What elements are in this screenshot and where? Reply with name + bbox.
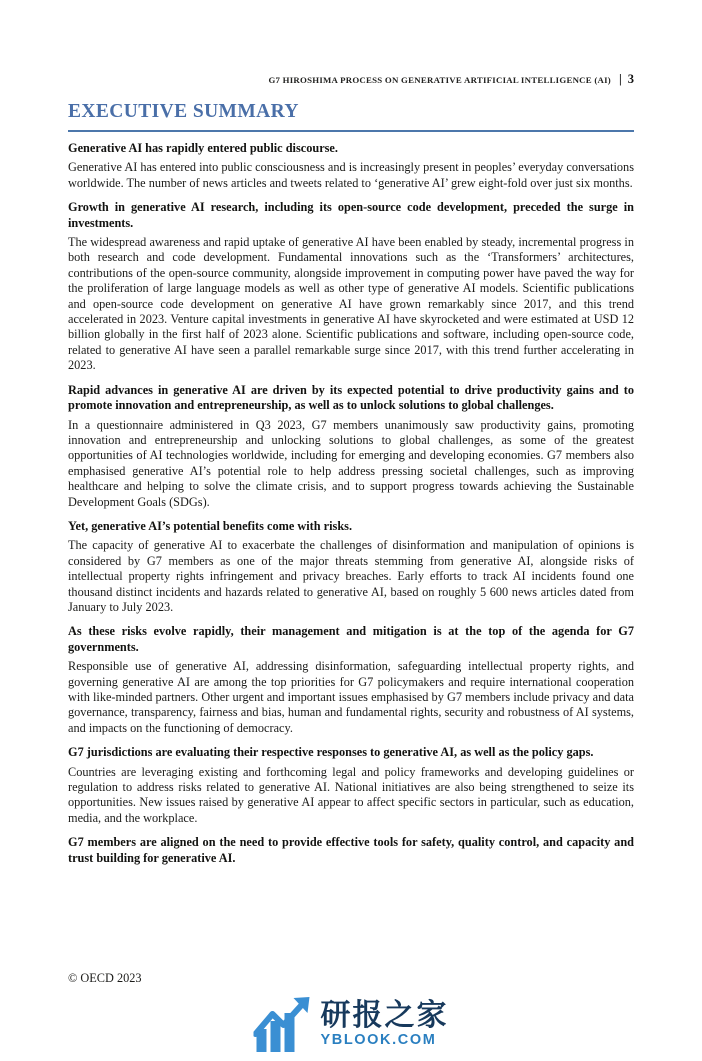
watermark-chinese-name: 研报之家: [320, 998, 449, 1032]
section-body: Responsible use of generative AI, addressing disinformation, safeguarding intellectual property rights, and governing generative AI are among the top priorities for G7 policymakers and require international cooperation with like-minded partners. Other urgent and important issues emphasised by G7 members include privacy and data governance, transparency, fairness and bias, human and fundamental rights, security and robustness of AI systems, and impacts on the functioning of democracy.: [68, 659, 634, 735]
watermark-text: [321, 1000, 449, 1049]
section-body: Generative AI has entered into public consciousness and is increasingly present in peoples’ everyday conversations worldwide. The number of news articles and tweets related to ‘generative AI’ grew eight-fold over just six months.: [68, 160, 634, 190]
section-policy-gaps: [68, 745, 634, 826]
section-risk-management: [68, 624, 634, 736]
page-title: EXECUTIVE SUMMARY: [68, 101, 634, 132]
section-rapid-advances: [68, 383, 634, 510]
bar-chart-arrow-icon: [254, 996, 312, 1052]
section-heading: Rapid advances in generative AI are driven by its expected potential to drive productivity gains and to promote innovation and entrepreneurship, as well as to unlock solutions to global challenges.: [68, 382, 634, 413]
document-body: [68, 141, 634, 866]
section-heading: As these risks evolve rapidly, their management and mitigation is at the top of the agenda for G7 governments.: [68, 624, 634, 654]
section-research-growth: [68, 200, 634, 373]
page-number: 3: [627, 72, 634, 86]
section-body: The capacity of generative AI to exacerbate the challenges of disinformation and manipulation of opinions is considered by G7 members as one of the major threats stemming from generative AI, alongside risks of intellectual property rights infringement and privacy breaches. Early efforts to track AI incidents found one thousand distinct incidents and hazards related to generative AI, based on roughly 5 600 news articles dated from January to July 2023.: [68, 538, 634, 614]
section-heading: G7 members are aligned on the need to provide effective tools for safety, quality control, and capacity and trust building for generative AI.: [68, 835, 634, 865]
watermark-site-url: YBLOOK.COM: [320, 1032, 437, 1049]
section-body: The widespread awareness and rapid uptake of generative AI have been enabled by steady, incremental progress in both research and code development. Fundamental innovations such as the ‘Transformers’ architectures, contributions of the open-source community, alongside improvement in computing power have paved the way for the proliferation of large language models as well as other type of generative AI models. Scientific publications and open-source code development on generative AI have grown remarkably since 2017, and this trend accelerated in 2023. Venture capital investments in generative AI have skyrocketed and were estimated at USD 12 billion globally in the first half of 2023 alone. Scientific publications and software, including open-source code, related to generative AI have seen a parallel remarkable surge since 2017, with this trend further accelerating in 2023.: [68, 235, 634, 373]
copyright-notice: © OECD 2023: [68, 971, 142, 985]
section-heading: G7 jurisdictions are evaluating their respective responses to generative AI, as well as the policy gaps.: [68, 745, 594, 760]
section-benefits-risks: [68, 519, 634, 615]
watermark-logo: [254, 996, 449, 1052]
page-number-separator: |: [618, 72, 622, 86]
section-public-discourse: [68, 141, 634, 191]
section-body: Countries are leveraging existing and forthcoming legal and policy frameworks and developing guidelines or regulation to address risks related to generative AI. National initiatives are also being strengthened to seize its opportunities. New issues raised by generative AI appear to affect specific sectors in particular, such as education, media, and the workplace.: [68, 764, 634, 825]
section-heading: Growth in generative AI research, including its open-source code development, preceded the surge in investments.: [68, 200, 634, 230]
section-heading: Yet, generative AI’s potential benefits come with risks.: [68, 518, 353, 533]
running-header-title: G7 HIROSHIMA PROCESS ON GENERATIVE ARTIFICIAL INTELLIGENCE (AI): [268, 75, 611, 85]
section-body: In a questionnaire administered in Q3 2023, G7 members unanimously saw productivity gains, promoting innovation and entrepreneurship and unlocking solutions to global challenges, as some of the greatest opportunities of AI technologies worldwide, including for emerging and developing economies. G7 members also emphasised generative AI’s potential role to help address pressing societal challenges, such as improving healthcare and helping to solve the climate crisis, and to support progress towards achieving the Sustainable Development Goals (SDGs).: [68, 417, 634, 509]
running-header: [68, 70, 634, 88]
section-heading: Generative AI has rapidly entered public discourse.: [68, 141, 338, 155]
executive-summary-page: [0, 70, 702, 866]
section-effective-tools: [68, 835, 634, 866]
